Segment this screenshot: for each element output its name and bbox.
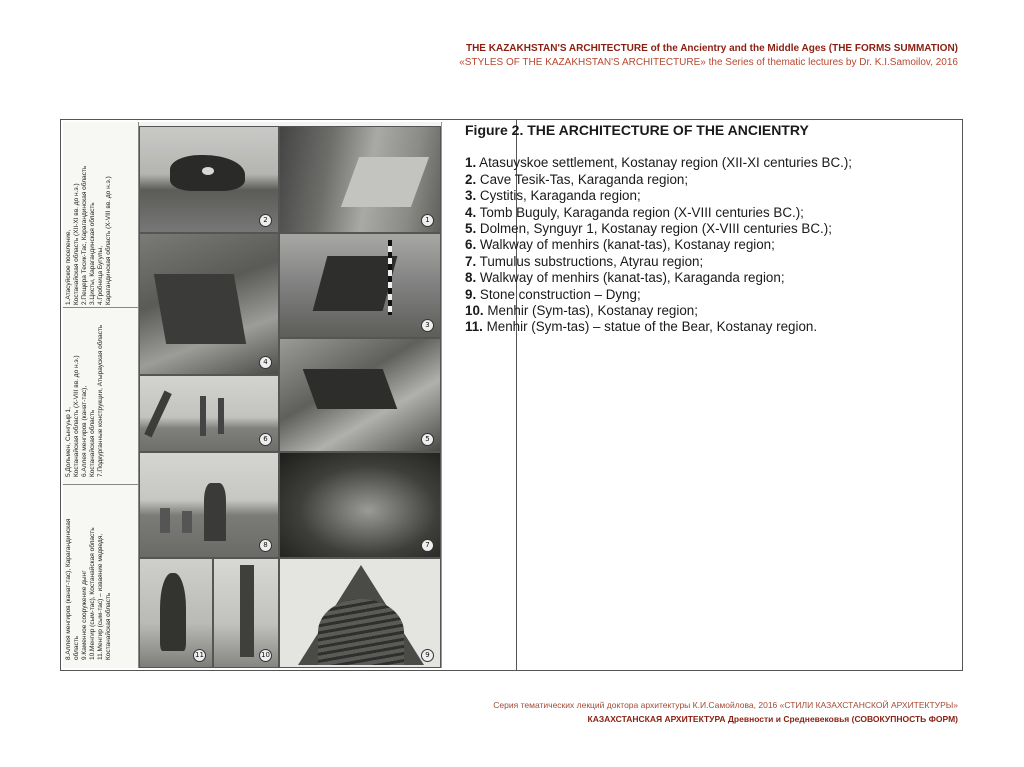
figure-item	[465, 303, 955, 319]
figure-item	[465, 319, 955, 335]
figure-item	[465, 221, 955, 237]
figure-item	[465, 155, 955, 171]
figure-item-text: Tomb Buguly, Karaganda region (X-VIII centuries BC.);	[476, 204, 804, 220]
figure-item-number: 7.	[465, 253, 477, 269]
footer-title-line: КАЗАХСТАНСКАЯ АРХИТЕКТУРА Древности и Средневековья (СОВОКУПНОСТЬ ФОРМ)	[587, 714, 958, 724]
footer-series-line: Серия тематических лекций доктора архитектуры К.И.Самойлова, 2016 «СТИЛИ КАЗАХСТАНСКОЙ АРХИТЕКТУРЫ»	[493, 700, 958, 710]
figure-item	[465, 254, 955, 270]
plate-caption-group-3: 8.Аллея менгиров (канат-тас), Карагандинская область 9.Каменное сооружение дынг 10.Менгир (сым-тас), Костанайская область 11.Менгир (сым-тас) – изваяние медведя, Костанайская область	[65, 518, 112, 660]
figure-description	[465, 122, 955, 336]
slide-header	[459, 42, 958, 70]
figure-item-text: Cystitis, Karaganda region;	[476, 188, 641, 204]
figure-item-number: 2.	[465, 171, 477, 187]
header-subtitle: «STYLES OF THE KAZAKHSTAN'S ARCHITECTURE» the Series of thematic lectures by Dr. K.I.Samoilov, 2016	[459, 57, 958, 68]
figure-item-number: 8.	[465, 270, 477, 286]
photo-5	[279, 338, 441, 452]
figure-item-number: 5.	[465, 221, 477, 237]
photo-number: 6	[259, 433, 272, 446]
figure-item-text: Tumulus substructions, Atyrau region;	[476, 253, 704, 269]
figure-item-text: Dolmen, Synguyr 1, Kostanay region (X-VIII centuries BC.);	[476, 221, 832, 237]
figure-item-text: Cave Tesik-Tas, Karaganda region;	[476, 171, 689, 187]
photo-number: 11	[193, 649, 206, 662]
photo-number: 3	[421, 319, 434, 332]
header-title-rest: of the Ancientry and the Middle Ages	[647, 43, 829, 54]
figure-item-number: 6.	[465, 237, 477, 253]
photo-plate	[63, 122, 442, 668]
figure-title: Figure 2. THE ARCHITECTURE OF THE ANCIENTRY	[465, 122, 809, 138]
figure-item	[465, 205, 955, 221]
photo-1	[279, 126, 441, 233]
photo-number: 7	[421, 539, 434, 552]
figure-item-text: Walkway of menhirs (kanat-tas), Kostanay region;	[476, 237, 775, 253]
figure-item-text: Atasuyskoe settlement, Kostanay region (XII-XI centuries BC.);	[476, 155, 853, 171]
photo-number: 2	[259, 214, 272, 227]
plate-caption-column	[63, 122, 139, 668]
photo-number: 5	[421, 433, 434, 446]
figure-item	[465, 270, 955, 286]
photo-3	[279, 233, 441, 338]
figure-item-text: Walkway of menhirs (kanat-tas), Karaganda region;	[476, 270, 785, 286]
figure-item-number: 10.	[465, 303, 484, 319]
photo-number: 4	[259, 356, 272, 369]
photo-number: 10	[259, 649, 272, 662]
figure-item-text: Menhir (Sym-tas) – statue of the Bear, Kostanay region.	[482, 319, 818, 335]
header-title	[459, 42, 958, 56]
photo-11	[139, 558, 213, 668]
figure-item-text: Menhir (Sym-tas), Kostanay region;	[483, 303, 698, 319]
figure-item-number: 3.	[465, 188, 477, 204]
slide-footer	[493, 698, 958, 726]
figure-item	[465, 287, 955, 303]
figure-item-number: 4.	[465, 204, 477, 220]
figure-item	[465, 188, 955, 204]
figure-item-list	[465, 155, 955, 335]
figure-item-number: 1.	[465, 155, 477, 171]
photo-7	[279, 452, 441, 558]
plate-caption-group-2: 5.Дольмен, Сынгуыр 1, Костанайская область (X-VIII вв. до н.э.) 6.Аллея менгиров (канат-тас), Костанайская область 7.Подкурганные конструкции, Атырауская область	[65, 324, 104, 477]
photo-6	[139, 375, 279, 452]
figure-item	[465, 237, 955, 253]
photo-8	[139, 452, 279, 558]
header-title-bold: THE KAZAKHSTAN'S ARCHITECTURE	[465, 43, 648, 54]
photo-9	[279, 558, 441, 668]
photo-10	[213, 558, 279, 668]
header-title-tail: (THE FORMS SUMMATION)	[828, 43, 958, 54]
photo-number: 8	[259, 539, 272, 552]
plate-caption-group-1: 1.Атасуйское поселение, Костанайская область (XII-XI вв. до н.э.) 2.Пещера Тесик-Тас, Карагандинская область 3.Цисты, Карагандинская область 4.Гробница Бугулы, Карагандинская область (X-VIII вв. до н.э.)	[65, 165, 112, 305]
figure-item-number: 9.	[465, 286, 477, 302]
figure-item	[465, 172, 955, 188]
photo-2	[139, 126, 279, 233]
figure-item-number: 11.	[465, 319, 483, 335]
photo-number: 9	[421, 649, 434, 662]
figure-item-text: Stone construction – Dyng;	[476, 286, 641, 302]
photo-number: 1	[421, 214, 434, 227]
photo-4	[139, 233, 279, 375]
